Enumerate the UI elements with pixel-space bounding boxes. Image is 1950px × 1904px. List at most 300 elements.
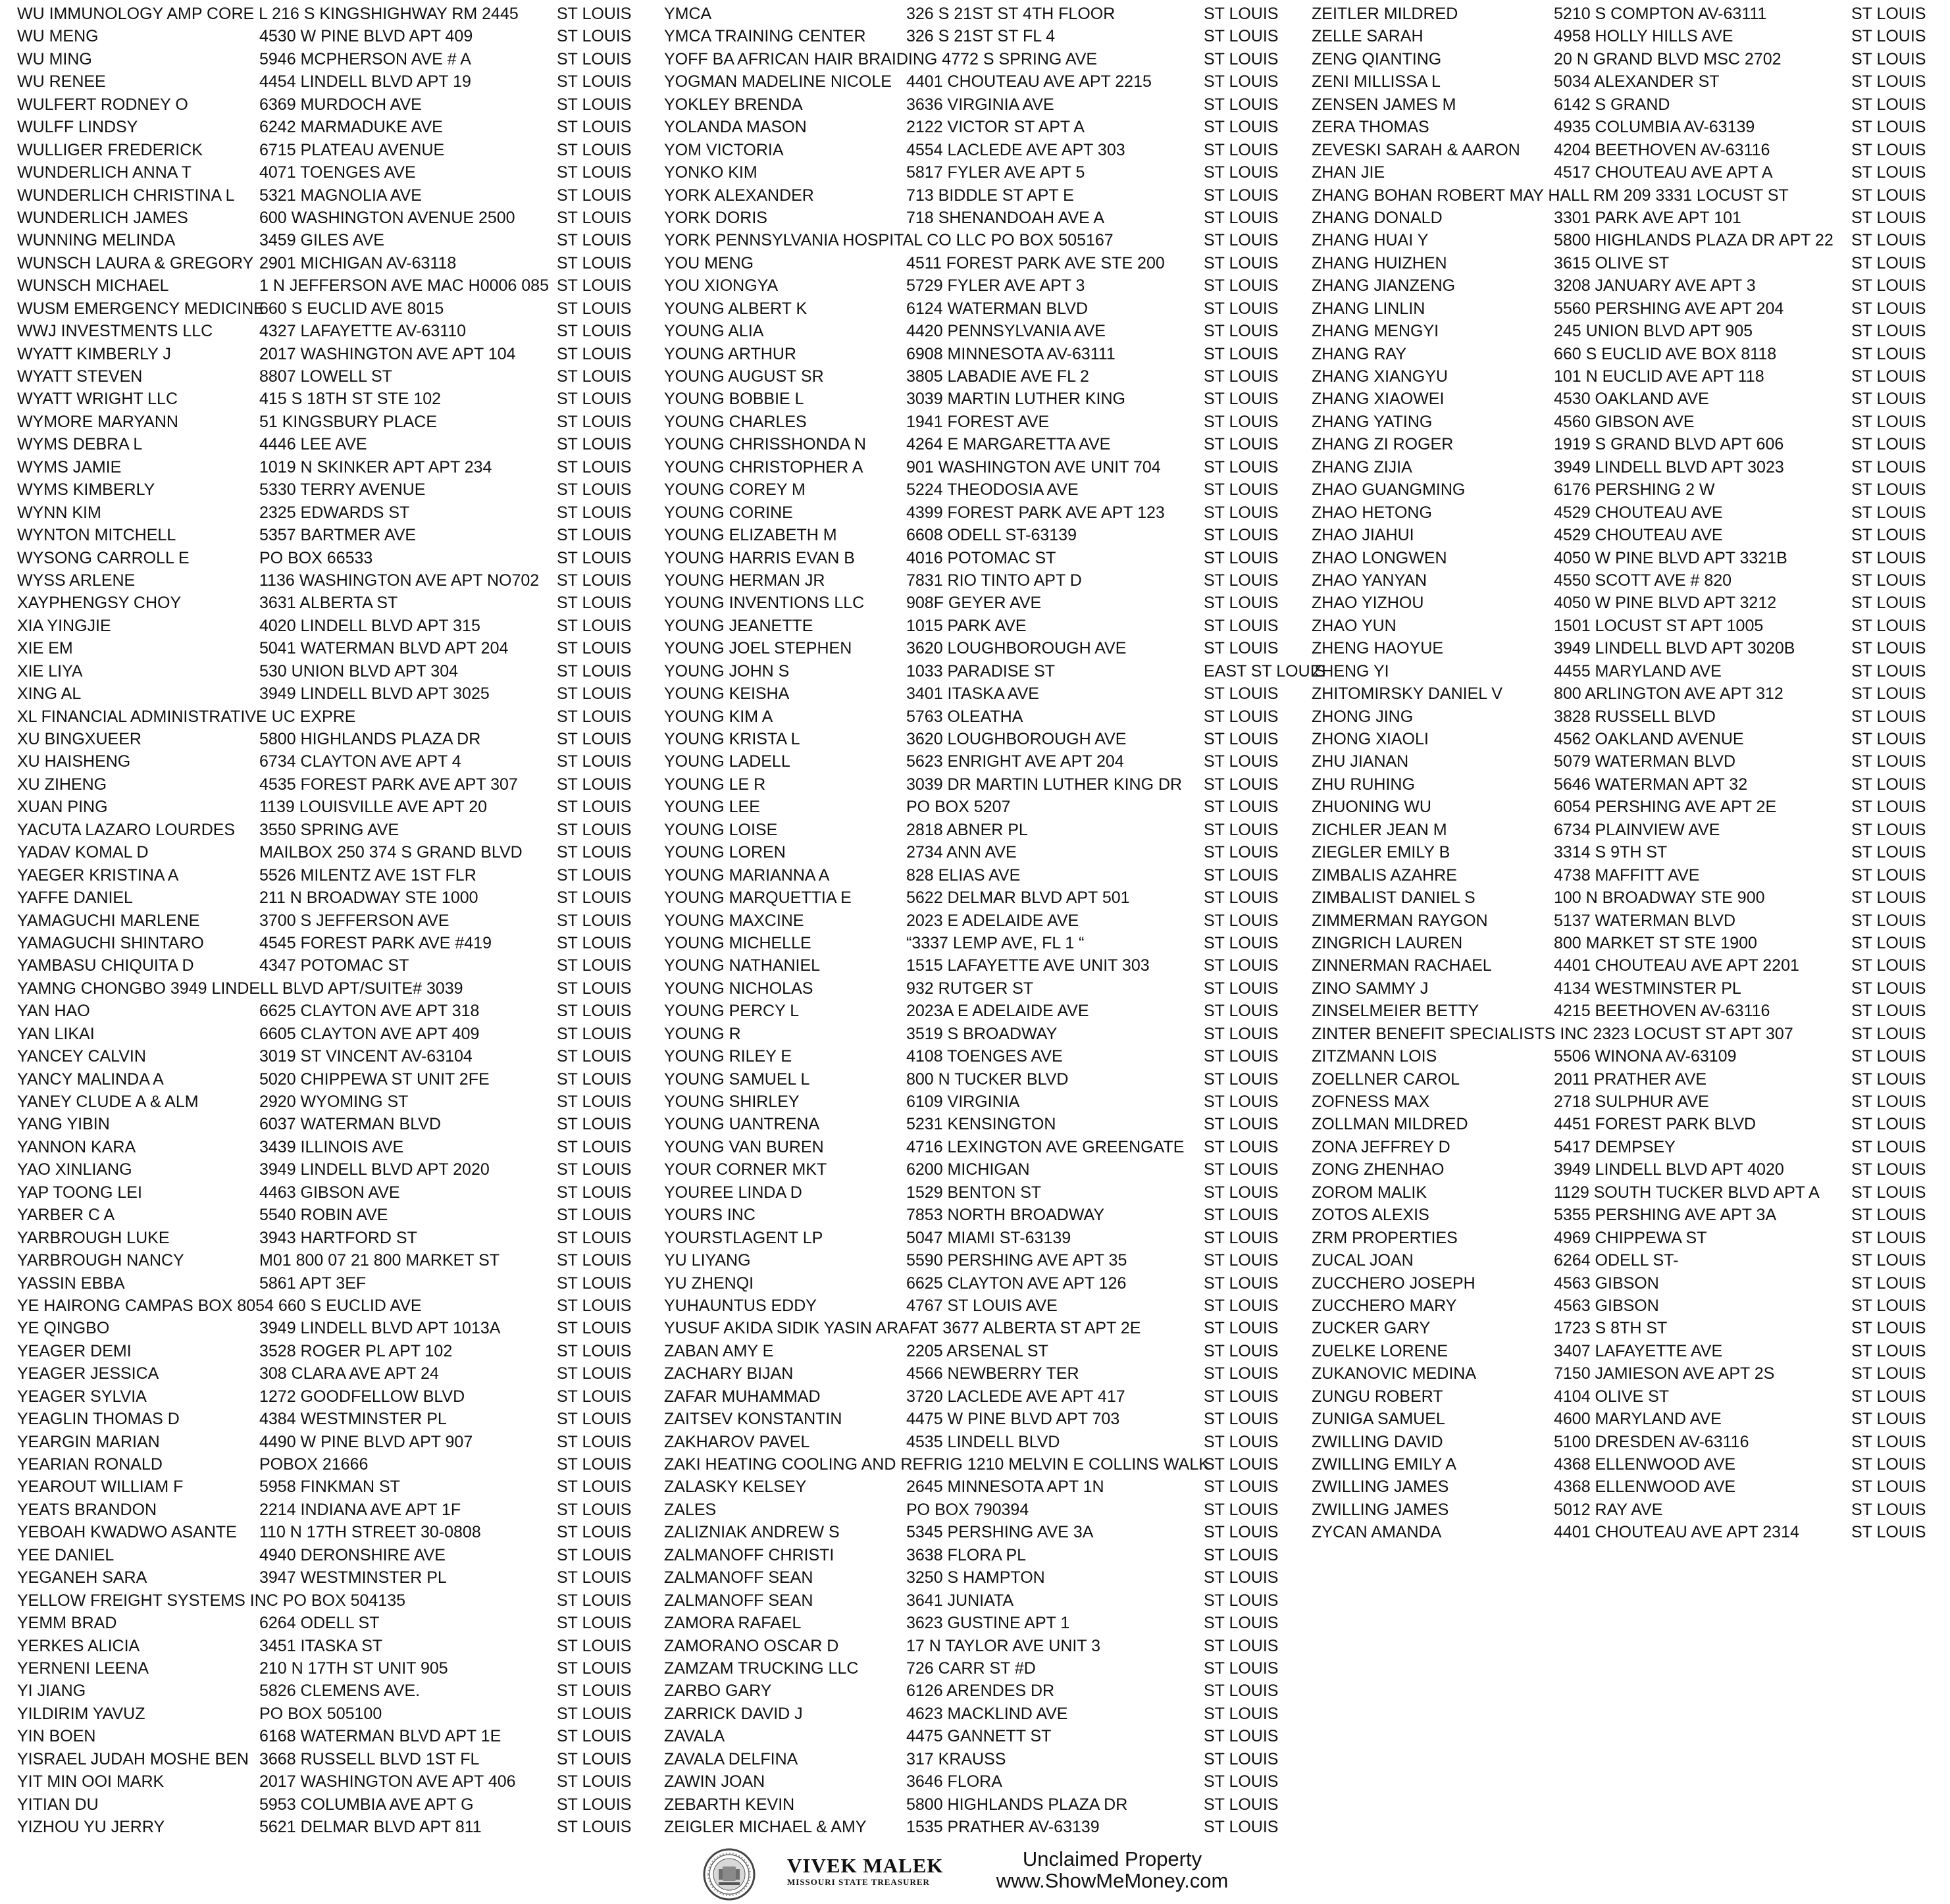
owner-name: ZABAN AMY E — [664, 1341, 774, 1360]
owner-city: ST LOUIS — [1204, 911, 1279, 930]
owner-name: YOUNG CORINE — [664, 503, 793, 522]
owner-address: 4463 GIBSON AVE — [259, 1183, 400, 1202]
owner-city: ST LOUIS — [557, 843, 632, 862]
listing-row — [1312, 1045, 1943, 1068]
owner-address: 211 N BROADWAY STE 1000 — [259, 888, 478, 908]
owner-city: ST LOUIS — [1204, 344, 1279, 363]
owner-address: 3947 WESTMINSTER PL — [259, 1568, 447, 1587]
owner-name: ZACHARY BIJAN — [664, 1364, 794, 1383]
owner-name: ZINNERMAN RACHAEL — [1312, 956, 1492, 975]
listing-row — [664, 1431, 1296, 1453]
owner-address: 4969 CHIPPEWA ST — [1554, 1228, 1707, 1247]
listing-row — [1312, 1023, 1943, 1045]
owner-name: ZHENG HAOYUE — [1312, 639, 1444, 658]
listing-row — [17, 1703, 649, 1725]
owner-city: ST LOUIS — [1851, 1183, 1926, 1202]
owner-city: ST LOUIS — [1204, 5, 1279, 23]
owner-name: YEBOAH KWADWO ASANTE — [17, 1523, 237, 1542]
owner-name: ZIEGLER EMILY B — [1312, 843, 1450, 862]
owner-city: ST LOUIS — [1204, 1228, 1279, 1247]
owner-address: 4490 W PINE BLVD APT 907 — [259, 1432, 473, 1451]
owner-name: ZUCAL JOAN — [1312, 1251, 1414, 1270]
listing-row — [1312, 1317, 1943, 1339]
listing-row — [664, 1000, 1296, 1022]
owner-name: ZHAO HETONG — [1312, 503, 1432, 522]
owner-city: ST LOUIS — [1204, 752, 1279, 771]
owner-name: YIZHOU YU JERRY — [17, 1818, 165, 1836]
program-title: Unclaimed Property — [1022, 1847, 1202, 1870]
owner-address: 4535 LINDELL BLVD — [906, 1432, 1060, 1451]
listing-row — [17, 320, 649, 342]
owner-address: 1019 N SKINKER APT APT 234 — [259, 457, 492, 476]
owner-city: ST LOUIS — [1204, 299, 1279, 318]
listing-row — [1312, 93, 1943, 116]
owner-address: 5763 OLEATHA — [906, 707, 1023, 726]
owner-address: PO BOX 66533 — [259, 548, 373, 567]
owner-name: YILDIRIM YAVUZ — [17, 1704, 145, 1723]
owner-name: WYMORE MARYANN — [17, 412, 178, 431]
owner-name: ZRM PROPERTIES — [1312, 1228, 1458, 1247]
listing-row — [664, 433, 1296, 455]
owner-city: ST LOUIS — [1204, 322, 1279, 341]
owner-city: ST LOUIS — [557, 1319, 632, 1338]
owner-name: YOGMAN MADELINE NICOLE — [664, 72, 892, 91]
owner-city: ST LOUIS — [1204, 865, 1279, 885]
owner-name: ZAMORANO OSCAR D — [664, 1636, 839, 1655]
owner-name: YITIAN DU — [17, 1795, 99, 1814]
owner-address: 5646 WATERMAN APT 32 — [1554, 775, 1748, 794]
owner-city: ST LOUIS — [557, 1568, 632, 1587]
owner-name: YORK DORIS — [664, 208, 767, 227]
listing-row — [1312, 48, 1943, 70]
owner-name: WUSM EMERGENCY MEDICINE — [17, 299, 265, 318]
owner-address: 3720 LACLEDE AVE APT 417 — [906, 1387, 1125, 1406]
owner-address: 6908 MINNESOTA AV-63111 — [906, 344, 1116, 363]
owner-address: 1136 WASHINGTON AVE APT NO702 — [259, 571, 540, 590]
listing-row — [1312, 184, 1943, 207]
listing-row — [1312, 750, 1943, 773]
owner-name: YISRAEL JUDAH MOSHE BEN — [17, 1749, 249, 1768]
listing-row — [1312, 1340, 1943, 1362]
listing-row — [1312, 524, 1943, 546]
listing-row — [1312, 388, 1943, 410]
listing-row — [1312, 1000, 1943, 1022]
owner-address: 3439 ILLINOIS AVE — [259, 1137, 404, 1156]
listing-row — [664, 1793, 1296, 1816]
owner-name: XIE LIYA — [17, 661, 83, 681]
owner-name: ZINGRICH LAUREN — [1312, 933, 1463, 952]
owner-city: ST LOUIS — [1851, 503, 1926, 522]
listing-row — [664, 1476, 1296, 1498]
owner-address: MAILBOX 250 374 S GRAND BLVD — [259, 843, 523, 862]
listing-row — [664, 1703, 1296, 1725]
owner-address: 3314 S 9TH ST — [1554, 843, 1668, 862]
owner-name: ZOFNESS MAX — [1312, 1093, 1430, 1111]
owner-address: 5958 FINKMAN ST — [259, 1478, 400, 1497]
listing-row — [17, 1680, 649, 1702]
owner-name: ZERA THOMAS — [1312, 118, 1429, 137]
listing-row — [1312, 116, 1943, 138]
listing-row — [664, 1113, 1296, 1135]
owner-city: ST LOUIS — [1851, 1296, 1926, 1315]
owner-name: YOM VICTORIA — [664, 140, 784, 159]
owner-address: PO BOX 5207 — [906, 798, 1011, 817]
owner-address: 415 S 18TH ST STE 102 — [259, 390, 442, 409]
owner-address: 1723 S 8TH ST — [1554, 1319, 1668, 1338]
listing-row — [664, 229, 1296, 251]
owner-city: ST LOUIS — [1851, 911, 1926, 930]
owner-name: YANCY MALINDA A — [17, 1069, 164, 1089]
owner-address: 4940 DERONSHIRE AVE — [259, 1545, 446, 1564]
owner-address: 2920 WYOMING ST — [259, 1093, 409, 1111]
owner-city: ST LOUIS — [557, 1137, 632, 1156]
listing-row — [17, 615, 649, 637]
owner-address: 5946 MCPHERSON AVE # A — [259, 49, 471, 68]
website-link[interactable]: www.ShowMeMoney.com — [996, 1869, 1229, 1892]
owner-address: 4545 FOREST PARK AVE #419 — [259, 933, 492, 952]
owner-name: ZOLLMAN MILDRED — [1312, 1115, 1468, 1134]
owner-address: 3949 LINDELL BLVD APT 4020 — [1554, 1160, 1784, 1179]
owner-name: WU MING — [17, 49, 92, 68]
owner-name: YOKLEY BRENDA — [664, 95, 803, 114]
listing-row — [17, 297, 649, 320]
listing-row — [664, 1408, 1296, 1430]
listing-row — [664, 274, 1296, 297]
owner-city: ST LOUIS — [1851, 1069, 1926, 1089]
listing-row — [1312, 728, 1943, 750]
listing-row — [664, 1589, 1296, 1612]
listing-row — [17, 750, 649, 773]
owner-name: YOUNG LADELL — [664, 752, 790, 771]
owner-city: ST LOUIS — [1851, 299, 1926, 318]
owner-address: 3301 PARK AVE APT 101 — [1554, 208, 1741, 227]
listing-row — [17, 1657, 649, 1680]
owner-name: YAO XINLIANG — [17, 1160, 132, 1179]
owner-city: ST LOUIS — [557, 616, 632, 635]
owner-name: WUNSCH MICHAEL — [17, 276, 169, 296]
owner-city: ST LOUIS — [1204, 1727, 1279, 1746]
listing-row — [1312, 502, 1943, 524]
listing-row — [664, 1521, 1296, 1543]
owner-name: YOUNG KRISTA L — [664, 730, 800, 748]
owner-name: YEAGER JESSICA — [17, 1364, 159, 1383]
owner-address: 713 BIDDLE ST APT E — [906, 186, 1074, 205]
owner-address: 1529 BENTON ST — [906, 1183, 1042, 1202]
listing-row — [17, 1136, 649, 1158]
owner-city: ST LOUIS — [1851, 865, 1926, 885]
listing-row — [664, 1680, 1296, 1702]
owner-address: 3638 FLORA PL — [906, 1545, 1027, 1564]
owner-city: ST LOUIS — [1851, 1228, 1926, 1247]
owner-address: 110 N 17TH STREET 30-0808 — [259, 1523, 481, 1542]
owner-address: 7831 RIO TINTO APT D — [906, 571, 1082, 590]
owner-city: ST LOUIS — [1851, 367, 1926, 386]
owner-city: ST LOUIS — [557, 1160, 632, 1179]
owner-city: ST LOUIS — [1851, 843, 1926, 862]
owner-name: WUNSCH LAURA & GREGORY — [17, 253, 254, 272]
owner-address: 5137 WATERMAN BLVD — [1554, 911, 1736, 930]
owner-city: ST LOUIS — [557, 1500, 632, 1519]
owner-city: ST LOUIS — [557, 775, 632, 794]
owner-name: XAYPHENGSY CHOY — [17, 594, 182, 613]
owner-city: ST LOUIS — [1204, 616, 1279, 635]
owner-address: 4020 LINDELL BLVD APT 315 — [259, 616, 480, 635]
owner-city: ST LOUIS — [557, 1387, 632, 1406]
owner-city: ST LOUIS — [1204, 140, 1279, 159]
owner-city: ST LOUIS — [557, 1614, 632, 1633]
owner-name: ZAVALA — [664, 1727, 725, 1746]
owner-address: 2734 ANN AVE — [906, 843, 1017, 862]
listing-row — [664, 1453, 1296, 1476]
listing-row — [1312, 252, 1943, 274]
owner-address: 901 WASHINGTON AVE UNIT 704 — [906, 457, 1161, 476]
owner-address: 5417 DEMPSEY — [1554, 1137, 1676, 1156]
listing-row — [664, 524, 1296, 546]
listing-row — [17, 954, 649, 977]
listing-row — [17, 1000, 649, 1022]
listing-row — [17, 25, 649, 47]
owner-address: 5034 ALEXANDER ST — [1554, 72, 1720, 91]
listing-row — [17, 1748, 649, 1770]
owner-address: 4050 W PINE BLVD APT 3321B — [1554, 548, 1787, 567]
listing-row — [17, 161, 649, 184]
owner-city: ST LOUIS — [557, 1364, 632, 1383]
listing-row — [664, 706, 1296, 728]
owner-city: ST LOUIS — [557, 1795, 632, 1814]
owner-name: YE QINGBO — [17, 1319, 110, 1338]
listing-row — [1312, 139, 1943, 161]
owner-address: 4071 TOENGES AVE — [259, 163, 416, 182]
owner-address: 7150 JAMIESON AVE APT 2S — [1554, 1364, 1775, 1383]
listing-row — [17, 1362, 649, 1385]
owner-address: 5079 WATERMAN BLVD — [1554, 752, 1736, 771]
listing-row — [664, 887, 1296, 909]
owner-city: ST LOUIS — [557, 911, 632, 930]
owner-city: ST LOUIS — [1204, 1659, 1279, 1678]
listing-row — [1312, 1499, 1943, 1521]
owner-city: ST LOUIS — [557, 390, 632, 409]
owner-address: 4368 ELLENWOOD AVE — [1554, 1455, 1736, 1474]
listing-row — [664, 1566, 1296, 1589]
owner-name: YARBROUGH NANCY — [17, 1251, 184, 1270]
owner-city: ST LOUIS — [557, 1251, 632, 1270]
listing-row — [17, 1521, 649, 1543]
listing-row — [664, 1725, 1296, 1747]
listing-row — [17, 3, 649, 25]
owner-address: 100 N BROADWAY STE 900 — [1554, 888, 1765, 908]
owner-address: 6037 WATERMAN BLVD — [259, 1115, 442, 1134]
owner-city: ST LOUIS — [557, 1704, 632, 1723]
listing-row — [17, 932, 649, 954]
owner-name: XUAN PING — [17, 798, 108, 817]
owner-city: ST LOUIS — [1204, 412, 1279, 431]
owner-city: ST LOUIS — [1851, 1002, 1926, 1021]
owner-address: 5012 RAY AVE — [1554, 1500, 1663, 1519]
owner-address: 4134 WESTMINSTER PL — [1554, 979, 1741, 998]
treasurer-name: VIVEK MALEK — [787, 1854, 944, 1877]
owner-city: ST LOUIS — [557, 344, 632, 363]
owner-name: WYMS JAMIE — [17, 457, 122, 476]
owner-address: 1501 LOCUST ST APT 1005 — [1554, 616, 1764, 635]
listing-row — [664, 1045, 1296, 1068]
owner-address: 4327 LAFAYETTE AV-63110 — [259, 322, 467, 341]
owner-address: 3519 S BROADWAY — [906, 1024, 1058, 1043]
listing-row — [664, 1317, 1296, 1339]
state-seal-icon — [703, 1848, 756, 1901]
owner-city: ST LOUIS — [1204, 639, 1279, 658]
owner-address: 3828 RUSSELL BLVD — [1554, 707, 1716, 726]
owner-name: ZHU JIANAN — [1312, 752, 1409, 771]
owner-city: ST LOUIS — [1851, 752, 1926, 771]
owner-city: ST LOUIS — [1851, 435, 1926, 454]
owner-name: YAMBASU CHIQUITA D — [17, 956, 194, 975]
listing-row — [1312, 660, 1943, 682]
owner-name: ZHANG XIAOWEI — [1312, 390, 1445, 409]
owner-name: XIE EM — [17, 639, 73, 658]
listing-row — [664, 1295, 1296, 1317]
owner-address: 3668 RUSSELL BLVD 1ST FL — [259, 1749, 480, 1768]
owner-address: 3949 LINDELL BLVD APT 2020 — [259, 1160, 490, 1179]
listing-row — [664, 1091, 1296, 1113]
owner-name: ZARRICK DAVID J — [664, 1704, 803, 1723]
owner-name: YOUNG LE R — [664, 775, 766, 794]
owner-address: 1015 PARK AVE — [906, 616, 1027, 635]
owner-name: YOUNG MICHELLE — [664, 933, 811, 952]
owner-name: ZALASKY KELSEY — [664, 1478, 807, 1497]
listing-row — [664, 1340, 1296, 1362]
owner-address: 5224 THEODOSIA AVE — [906, 480, 1079, 500]
listing-row — [17, 1453, 649, 1476]
listing-row — [17, 433, 649, 455]
owner-city: ST LOUIS — [1204, 480, 1279, 500]
owner-address: 6126 ARENDES DR — [906, 1682, 1055, 1701]
owner-city: ST LOUIS — [1851, 140, 1926, 159]
listing-row — [17, 411, 649, 433]
owner-address: 6625 CLAYTON AVE APT 318 — [259, 1002, 480, 1021]
owner-city: ST LOUIS — [1851, 1274, 1926, 1293]
owner-city: ST LOUIS — [1204, 1069, 1279, 1089]
listing-row — [1312, 365, 1943, 388]
owner-city: ST LOUIS — [1851, 457, 1926, 476]
owner-name: WUNNING MELINDA — [17, 231, 176, 250]
listing-row — [1312, 773, 1943, 796]
owner-address: 5621 DELMAR BLVD APT 811 — [259, 1818, 482, 1836]
listing-row — [664, 3, 1296, 25]
listing-row — [664, 1272, 1296, 1295]
owner-address: 6200 MICHIGAN — [906, 1160, 1030, 1179]
listing-row — [1312, 207, 1943, 229]
listing-row — [664, 1499, 1296, 1521]
owner-name: ZEVESKI SARAH & AARON — [1312, 140, 1520, 159]
owner-name: YAP TOONG LEI — [17, 1183, 142, 1202]
owner-address: 5231 KENSINGTON — [906, 1115, 1056, 1134]
owner-address: 4104 OLIVE ST — [1554, 1387, 1670, 1406]
owner-city: ST LOUIS — [1851, 1387, 1926, 1406]
owner-name: ZHANG HUAI Y — [1312, 231, 1429, 250]
listing-row — [17, 1408, 649, 1430]
listing-row — [17, 502, 649, 524]
owner-address: 2214 INDIANA AVE APT 1F — [259, 1500, 461, 1519]
owner-city: ST LOUIS — [557, 956, 632, 975]
owner-city: ST LOUIS — [557, 1432, 632, 1451]
owner-address: 6715 PLATEAU AVENUE — [259, 140, 445, 159]
owner-address: 210 N 17TH ST UNIT 905 — [259, 1659, 448, 1678]
listing-row — [664, 478, 1296, 501]
owner-city: ST LOUIS — [557, 72, 632, 91]
owner-city: ST LOUIS — [1204, 1636, 1279, 1655]
owner-name: ZAFAR MUHAMMAD — [664, 1387, 821, 1406]
owner-city: ST LOUIS — [1204, 843, 1279, 862]
owner-address: 3700 S JEFFERSON AVE — [259, 911, 449, 930]
listing-row — [1312, 1272, 1943, 1295]
owner-address: 932 RUTGER ST — [906, 979, 1034, 998]
listing-row — [17, 1045, 649, 1068]
owner-name: YORK PENNSYLVANIA HOSPITAL CO LLC PO BOX 505167 — [664, 231, 1114, 250]
owner-name: ZAWIN JOAN — [664, 1772, 765, 1791]
owner-address: 6054 PERSHING AVE APT 2E — [1554, 798, 1777, 817]
owner-city: ST LOUIS — [557, 480, 632, 500]
owner-name: ZALES — [664, 1500, 717, 1519]
owner-address: 5210 S COMPTON AV-63111 — [1554, 5, 1767, 23]
owner-name: YOURS INC — [664, 1206, 756, 1225]
owner-address: 2645 MINNESOTA APT 1N — [906, 1478, 1104, 1497]
owner-city: ST LOUIS — [1851, 390, 1926, 409]
owner-address: 4623 MACKLIND AVE — [906, 1704, 1068, 1723]
owner-address: 5817 FYLER AVE APT 5 — [906, 163, 1085, 182]
owner-city: ST LOUIS — [1851, 956, 1926, 975]
owner-address: 4554 LACLEDE AVE APT 303 — [906, 140, 1125, 159]
owner-address: 7853 NORTH BROADWAY — [906, 1206, 1105, 1225]
listing-row — [664, 411, 1296, 433]
owner-name: YOUNG LOISE — [664, 820, 778, 839]
owner-name: YOUNG JEANETTE — [664, 616, 813, 635]
owner-address: 326 S 21ST ST FL 4 — [906, 27, 1056, 46]
listing-row — [17, 706, 649, 728]
owner-city: ST LOUIS — [1204, 1568, 1279, 1587]
owner-name: XU HAISHENG — [17, 752, 131, 771]
owner-name: ZHAO YANYAN — [1312, 571, 1427, 590]
listing-row — [17, 1635, 649, 1657]
owner-address: 5355 PERSHING AVE APT 3A — [1554, 1206, 1777, 1225]
listing-row — [17, 1385, 649, 1408]
listing-row — [664, 819, 1296, 841]
listing-row — [17, 1770, 649, 1793]
owner-address: 3401 ITASKA AVE — [906, 684, 1039, 704]
listing-row — [664, 841, 1296, 863]
owner-name: YE HAIRONG CAMPAS BOX 8054 660 S EUCLID AVE — [17, 1296, 422, 1315]
listing-row — [664, 1249, 1296, 1272]
owner-address: 4420 PENNSYLVANIA AVE — [906, 322, 1106, 341]
owner-city: ST LOUIS — [1851, 571, 1926, 590]
owner-name: ZHUONING WU — [1312, 798, 1431, 817]
listing-row — [17, 1793, 649, 1816]
owner-city: ST LOUIS — [557, 571, 632, 590]
owner-city: ST LOUIS — [557, 933, 632, 952]
owner-name: ZHANG MENGYI — [1312, 322, 1439, 341]
listing-row — [664, 592, 1296, 614]
owner-name: ZUCCHERO JOSEPH — [1312, 1274, 1475, 1293]
owner-city: ST LOUIS — [557, 707, 632, 726]
owner-city: ST LOUIS — [1204, 730, 1279, 748]
owner-name: YEAGER DEMI — [17, 1341, 132, 1360]
owner-name: YELLOW FREIGHT SYSTEMS INC PO BOX 504135 — [17, 1591, 406, 1610]
owner-name: YEAGLIN THOMAS D — [17, 1410, 180, 1429]
treasurer-block — [787, 1855, 944, 1888]
owner-address: 6124 WATERMAN BLVD — [906, 299, 1089, 318]
owner-city: ST LOUIS — [557, 299, 632, 318]
owner-address: 3949 LINDELL BLVD APT 3023 — [1554, 457, 1784, 476]
owner-name: YOUNG HERMAN JR — [664, 571, 825, 590]
